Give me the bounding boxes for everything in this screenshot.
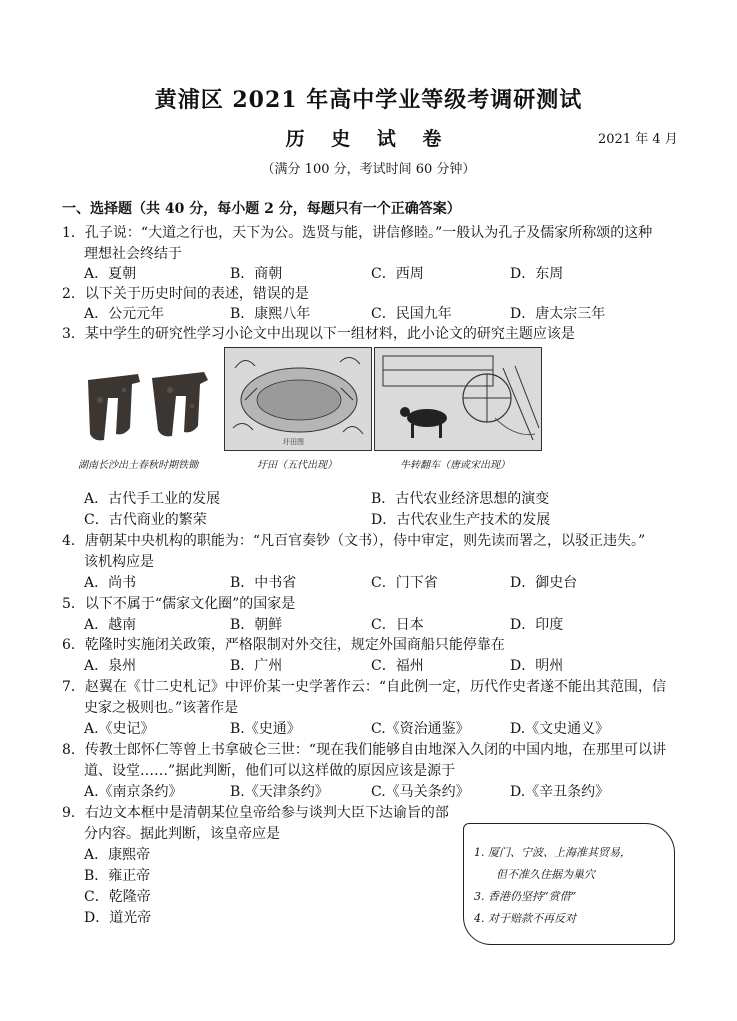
exam-date: 2021 年 4 月: [598, 132, 678, 147]
q5-option-c: C．日本: [371, 617, 424, 633]
question-7-stem: 7．赵翼在《廿二史札记》中评价某一史学著作云：“自此例一定，历代作史者遂不能出其范围，信: [62, 679, 667, 695]
question-2-stem: 2．以下关于历史时间的表述，错误的是: [62, 286, 309, 302]
iron-hoe-image: [80, 370, 220, 448]
q6-option-b: B．广州: [230, 658, 283, 674]
edict-line-1: 1. 厦门、宁波、上海准其贸易，: [474, 846, 631, 859]
q4-option-c: C．门下省: [371, 575, 438, 591]
q4-option-d: D．御史台: [510, 575, 578, 591]
question-5-stem: 5．以下不属于“儒家文化圈”的国家是: [62, 596, 296, 612]
edict-line-3: 3. 香港仍坚持“赏借”: [474, 890, 577, 903]
q9-option-c: C．乾隆帝: [84, 889, 151, 905]
question-1-stem: 1．孔子说：“大道之行也，天下为公。选贤与能，讲信修睦。”一般认为孔子及儒家所称颂的这种: [62, 225, 653, 241]
ox-waterwheel-image: [374, 347, 542, 451]
q6-option-c: C．福州: [371, 658, 424, 674]
question-8-stem: 8．传教士郎怀仁等曾上书拿破仑三世：“现在我们能够自由地深入久闭的中国内地，在那里可以讲: [62, 742, 667, 758]
q2-option-a: A．公元元年: [84, 306, 165, 322]
q8-option-d: D.《辛丑条约》: [510, 784, 610, 800]
q7-option-a: A.《史记》: [84, 721, 155, 737]
question-8-stem-cont: 道、设堂……”据此判断，他们可以这样做的原因应该是源于: [84, 763, 456, 779]
q2-option-d: D．唐太宗三年: [510, 306, 606, 322]
q7-option-c: C.《资治通鉴》: [371, 721, 470, 737]
caption-ox-waterwheel: 牛转翻车（唐或宋出现）: [400, 460, 510, 471]
q5-option-b: B．朝鲜: [230, 617, 283, 633]
exam-title: 黄浦区 2021 年高中学业等级考调研测试: [154, 87, 583, 113]
question-9-stem-cont: 分内容。据此判断，该皇帝应是: [84, 826, 280, 842]
q3-option-c: C．古代商业的繁荣: [84, 512, 207, 528]
q7-option-d: D.《文史通义》: [510, 721, 610, 737]
question-4-stem-cont: 该机构应是: [84, 554, 154, 570]
q7-option-b: B.《史通》: [230, 721, 301, 737]
section-title: 一、选择题（共 40 分，每小题 2 分，每题只有一个正确答案）: [62, 201, 461, 217]
question-3-stem: 3．某中学生的研究性学习小论文中出现以下一组材料，此小论文的研究主题应该是: [62, 326, 575, 342]
q6-option-a: A．泉州: [84, 658, 137, 674]
q3-option-a: A．古代手工业的发展: [84, 491, 221, 507]
exam-subtitle: 历 史 试 卷: [285, 128, 452, 150]
q3-option-d: D．古代农业生产技术的发展: [371, 512, 551, 528]
question-7-stem-cont: 史家之极则也。”该著作是: [84, 700, 239, 716]
caption-polder-field: 圩田（五代出现）: [257, 460, 337, 471]
q8-option-b: B.《天津条约》: [230, 784, 329, 800]
q1-option-d: D．东周: [510, 266, 564, 282]
edict-textbox: [463, 823, 675, 945]
question-1-stem-cont: 理想社会终结于: [84, 246, 182, 262]
q3-option-b: B．古代农业经济思想的演变: [371, 491, 550, 507]
q8-option-a: A.《南京条约》: [84, 784, 183, 800]
q1-option-b: B．商朝: [230, 266, 283, 282]
q8-option-c: C.《马关条约》: [371, 784, 470, 800]
q9-option-d: D．道光帝: [84, 910, 152, 926]
q2-option-c: C．民国九年: [371, 306, 452, 322]
polder-field-label: 圩田图: [283, 438, 304, 446]
q6-option-d: D．明州: [510, 658, 564, 674]
question-9-stem: 9．右边文本框中是清朝某位皇帝给参与谈判大臣下达谕旨的部: [62, 805, 449, 821]
caption-iron-hoe: 湖南长沙出土春秋时期铁锄: [78, 460, 198, 471]
q5-option-a: A．越南: [84, 617, 137, 633]
q1-option-a: A．夏朝: [84, 266, 137, 282]
question-6-stem: 6．乾隆时实施闭关政策，严格限制对外交往，规定外国商船只能停靠在: [62, 637, 505, 653]
edict-line-2: 但不准久住据为巢穴: [496, 868, 595, 881]
q1-option-c: C．西周: [371, 266, 424, 282]
q2-option-b: B．康熙八年: [230, 306, 311, 322]
q4-option-b: B．中书省: [230, 575, 297, 591]
polder-field-image: [224, 347, 372, 451]
edict-line-4: 4. 对于赔款不再反对: [474, 912, 576, 925]
exam-note: （满分 100 分，考试时间 60 分钟）: [261, 162, 476, 177]
q5-option-d: D．印度: [510, 617, 564, 633]
question-4-stem: 4．唐朝某中央机构的职能为：“凡百官奏钞（文书），侍中审定，则先读而署之，以驳正违失。”: [62, 533, 646, 549]
q9-option-b: B．雍正帝: [84, 868, 151, 884]
q4-option-a: A．尚书: [84, 575, 137, 591]
q9-option-a: A．康熙帝: [84, 847, 151, 863]
